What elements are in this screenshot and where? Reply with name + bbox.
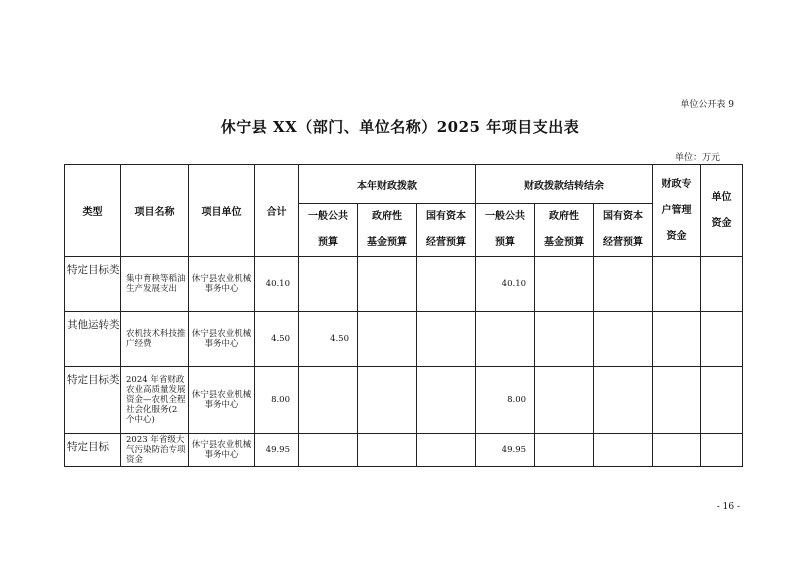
row-total: 8.00	[255, 367, 299, 434]
row-carryover-gov-fund	[535, 257, 594, 312]
row-carryover-state-capital	[594, 312, 653, 367]
table-row	[65, 367, 743, 434]
col-special-fund-line2: 户管理	[661, 204, 692, 216]
unit-note: 单位：万元	[674, 153, 720, 163]
form-number: 单位公开表 9	[680, 100, 734, 110]
col-current-gov-fund-line2: 基金预算	[367, 237, 407, 248]
row-carryover-gov-fund	[535, 312, 594, 367]
row-carryover-general	[476, 312, 535, 367]
col-project: 项目名称	[121, 165, 189, 257]
row-project-unit: 休宁县农业机械事务中心	[189, 312, 255, 367]
col-carryover-state-capital	[594, 204, 653, 257]
col-carryover-general-line1: 一般公共	[485, 211, 526, 222]
row-total: 49.95	[255, 434, 299, 467]
row-carryover-gov-fund	[535, 367, 594, 434]
row-unit-fund	[701, 434, 743, 467]
row-carryover-state-capital	[594, 434, 653, 467]
row-carryover-general: 49.95	[476, 434, 535, 467]
col-current-state-capital-line2: 经营预算	[426, 237, 466, 248]
row-category: 特定目标类	[65, 257, 121, 312]
col-current-general-line1: 一般公共	[308, 211, 348, 222]
col-unit-fund-line2: 资金	[711, 217, 732, 229]
row-current-state-capital	[417, 434, 476, 467]
row-carryover-general: 8.00	[476, 367, 535, 434]
col-current-state-capital	[417, 204, 476, 257]
col-current-general-line2: 预算	[318, 237, 338, 248]
row-project-name: 2023 年省级大气污染防治专项资金	[121, 434, 189, 467]
table-row	[65, 312, 743, 367]
col-special-fund	[653, 165, 701, 257]
col-current-gov-fund-line1: 政府性	[372, 211, 402, 222]
row-current-general	[299, 257, 358, 312]
row-current-gov-fund	[358, 257, 417, 312]
row-current-state-capital	[417, 367, 476, 434]
col-carryover-state-capital-line1: 国有资本	[603, 211, 644, 222]
col-carryover-gov-fund-line1: 政府性	[549, 211, 580, 222]
col-current-state-capital-line1: 国有资本	[426, 211, 466, 222]
row-category: 特定目标类	[65, 367, 121, 434]
col-special-fund-line1: 财政专	[661, 178, 692, 190]
row-current-general	[299, 434, 358, 467]
document-title: 休宁县 XX（部门、单位名称）2025 年项目支出表	[220, 118, 580, 136]
col-special-fund-line3: 资金	[666, 230, 687, 242]
project-expenditure-table	[64, 164, 742, 465]
row-current-gov-fund	[358, 367, 417, 434]
row-project-name: 农机技术科技推广经费	[121, 312, 189, 367]
row-special-fund	[653, 257, 701, 312]
col-carryover-general-line2: 预算	[495, 237, 516, 248]
col-unit-fund-line1: 单位	[711, 191, 732, 203]
row-category: 特定目标	[65, 434, 121, 467]
row-special-fund	[653, 312, 701, 367]
row-unit-fund	[701, 257, 743, 312]
row-project-unit: 休宁县农业机械事务中心	[189, 257, 255, 312]
col-unit-fund	[701, 165, 743, 257]
row-total: 4.50	[255, 312, 299, 367]
col-group-carryover: 财政拨款结转结余	[476, 165, 653, 204]
row-project-name: 集中育秧等稻油生产发展支出	[121, 257, 189, 312]
row-current-general	[299, 367, 358, 434]
col-carryover-state-capital-line2: 经营预算	[603, 237, 644, 248]
row-unit-fund	[701, 312, 743, 367]
row-carryover-gov-fund	[535, 434, 594, 467]
col-current-gov-fund	[358, 204, 417, 257]
row-special-fund	[653, 367, 701, 434]
row-current-state-capital	[417, 312, 476, 367]
col-carryover-gov-fund	[535, 204, 594, 257]
header-row-1	[65, 165, 743, 204]
col-carryover-general	[476, 204, 535, 257]
col-carryover-gov-fund-line2: 基金预算	[544, 237, 585, 248]
row-carryover-general: 40.10	[476, 257, 535, 312]
col-current-general	[299, 204, 358, 257]
table-row	[65, 434, 743, 467]
col-total: 合计	[255, 165, 299, 257]
row-current-gov-fund	[358, 312, 417, 367]
row-special-fund	[653, 434, 701, 467]
col-group-current: 本年财政拨款	[299, 165, 476, 204]
row-total: 40.10	[255, 257, 299, 312]
row-project-name: 2024 年省财政农业高质量发展资金—农机全程社会化服务(2 个中心)	[121, 367, 189, 434]
row-current-general: 4.50	[299, 312, 358, 367]
row-current-gov-fund	[358, 434, 417, 467]
table-row	[65, 257, 743, 312]
row-project-unit: 休宁县农业机械事务中心	[189, 367, 255, 434]
page-number: - 16 -	[716, 502, 740, 512]
row-carryover-state-capital	[594, 257, 653, 312]
col-unit: 项目单位	[189, 165, 255, 257]
row-current-state-capital	[417, 257, 476, 312]
row-carryover-state-capital	[594, 367, 653, 434]
row-project-unit: 休宁县农业机械事务中心	[189, 434, 255, 467]
row-category: 其他运转类	[65, 312, 121, 367]
row-unit-fund	[701, 367, 743, 434]
col-category: 类型	[65, 165, 121, 257]
